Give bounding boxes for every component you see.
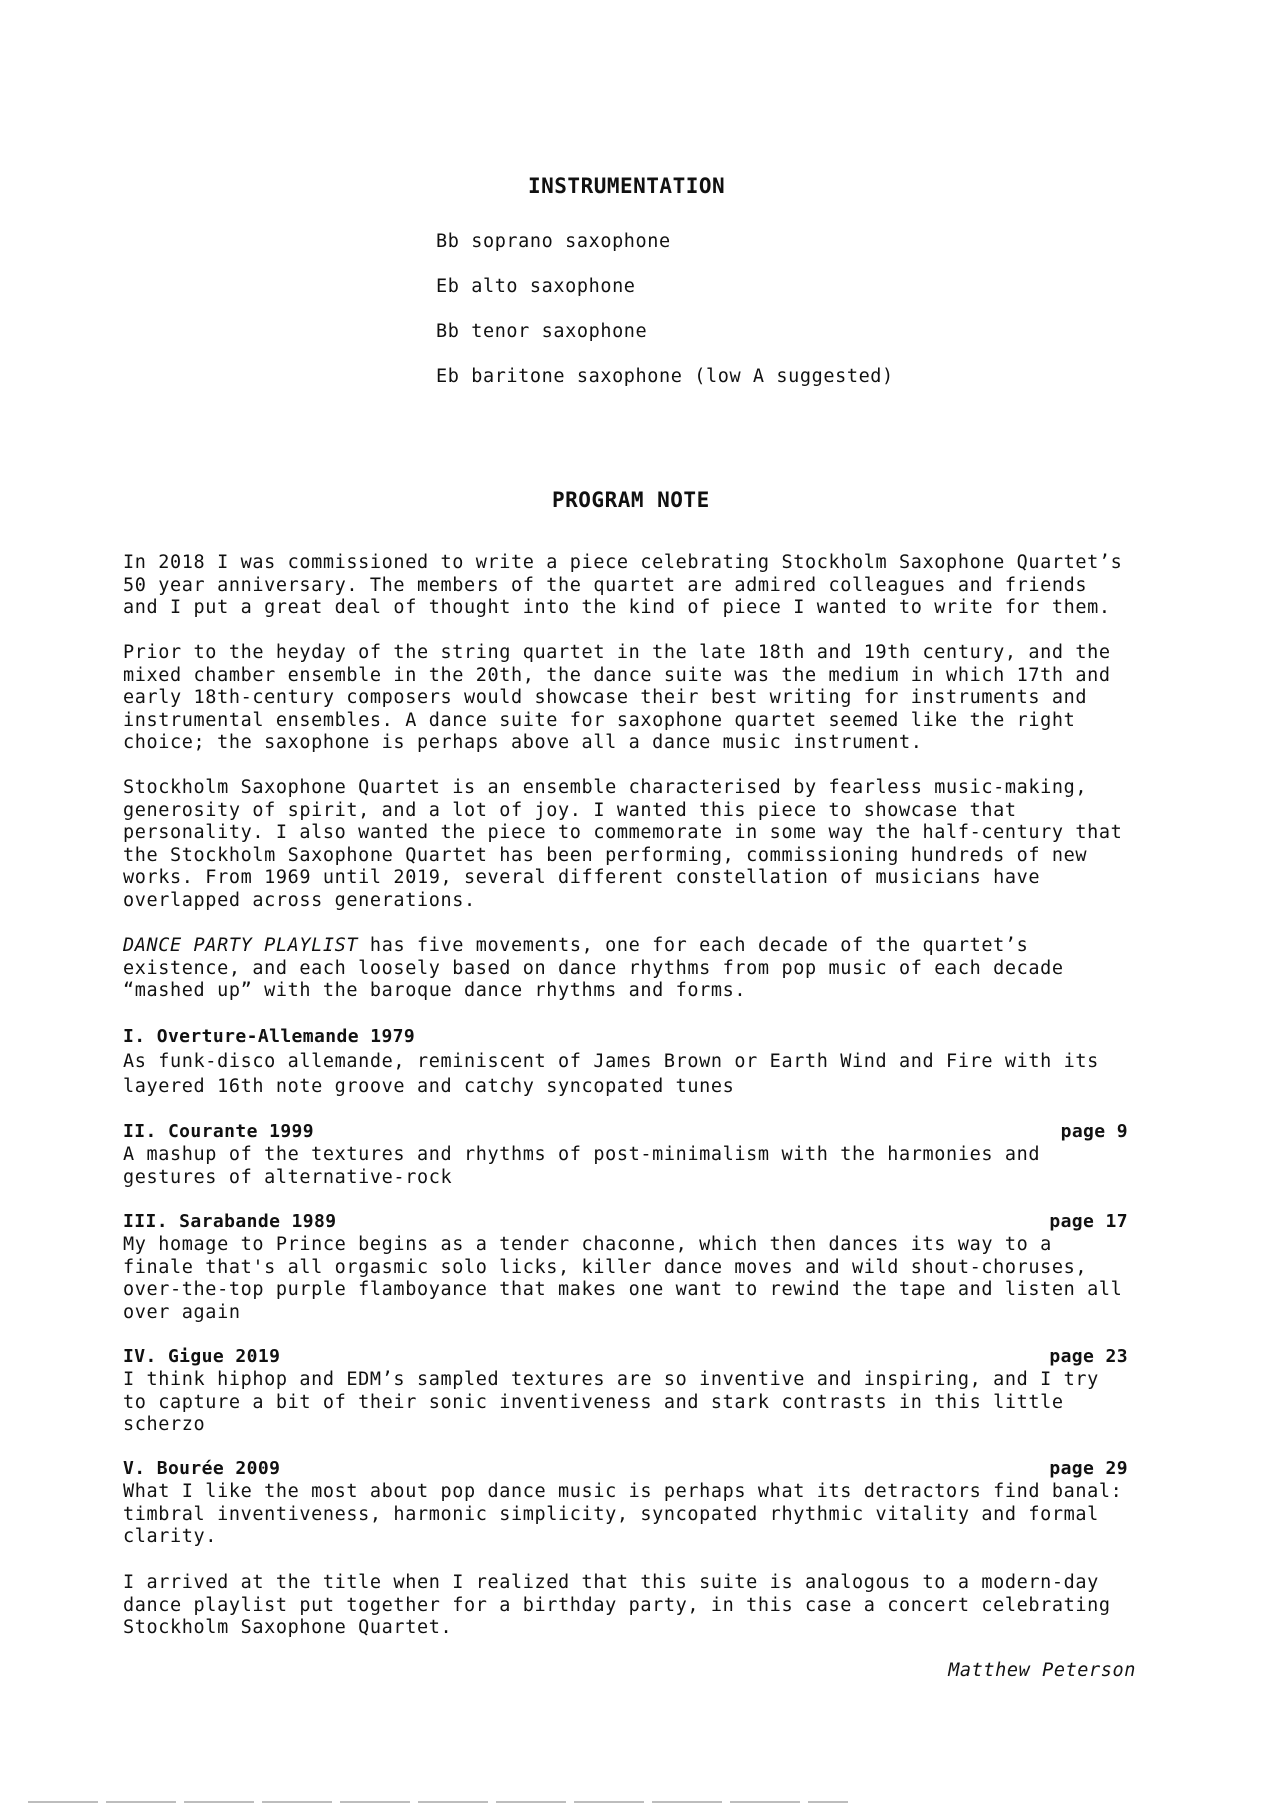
program-note-heading: PROGRAM NOTE xyxy=(552,488,710,512)
movement-header xyxy=(123,1025,1128,1049)
piece-title: DANCE PARTY PLAYLIST xyxy=(123,935,359,956)
movement-header xyxy=(123,1457,1128,1481)
program-note-paragraph: Prior to the heyday of the string quartet in the late 18th and 19th century, and the mixed chamber ensemble in the 20th, the dance suite was the medium in which 17th and early 18th-century composers would showcase their best writing for instruments and instrumental ensembles. A dance suite for saxophone quartet seemed like the right choice; the saxophone is perhaps above all a dance music instrument. xyxy=(123,642,1111,754)
closing-paragraph: I arrived at the title when I realized that this suite is analogous to a modern-day dance playlist put together for a birthday party, in this case a concert celebrating Stockholm Saxophone Quartet. xyxy=(123,1572,1111,1639)
movement-title: I. Overture-Allemande 1979 xyxy=(123,1026,416,1047)
author-signature: Matthew Peterson xyxy=(948,1660,1136,1681)
paragraph-text: has five movements, one for each decade of the quartet’s existence, and each loosely based on dance rhythms from pop music of each decade “mashed up” with the baroque dance rhythms and forms. xyxy=(123,935,1064,1002)
movement-page: page 9 xyxy=(1060,1121,1128,1142)
movement-description: As funk-disco allemande, reminiscent of James Brown or Earth Wind and Fire with its layered 16th note groove and catchy syncopated tunes xyxy=(123,1051,1099,1097)
movement-description: My homage to Prince begins as a tender chaconne, which then dances its way to a finale that's all orgasmic solo licks, killer dance moves and wild shout-choruses, over-the-top purple flamboyance that makes one want to rewind the tape and listen all over again xyxy=(123,1234,1123,1323)
movement-page: page 17 xyxy=(1049,1211,1128,1232)
movement-title: II. Courante 1999 xyxy=(123,1121,315,1142)
movement-title: IV. Gigue 2019 xyxy=(123,1346,281,1367)
program-note-paragraph: Stockholm Saxophone Quartet is an ensemble characterised by fearless music-making, generosity of spirit, and a lot of joy. I wanted this piece to showcase that personality. I also wanted the piece to commemorate in some way the half-century that the Stockholm Saxophone Quartet has been performing, commissioning hundreds of new works. From 1969 until 2019, several different constellation of musicians have overlapped across generations. xyxy=(123,777,1123,911)
movement-title: V. Bourée 2009 xyxy=(123,1458,281,1479)
movement-entry xyxy=(123,1345,1128,1437)
movement-entry xyxy=(123,1457,1128,1549)
movement-page: page 23 xyxy=(1049,1346,1128,1367)
program-note-paragraph: In 2018 I was commissioned to write a piece celebrating Stockholm Saxophone Quartet’s 50 year anniversary. The members of the quartet are admired colleagues and friends and I put a great deal of thought into the kind of piece I wanted to write for them. xyxy=(123,552,1123,619)
movement-header xyxy=(123,1345,1128,1369)
instrument-item: Eb alto saxophone xyxy=(436,276,636,297)
instrument-item: Bb tenor saxophone xyxy=(436,321,648,342)
instrument-item: Bb soprano saxophone xyxy=(436,231,671,252)
movement-description: A mashup of the textures and rhythms of post-minimalism with the harmonies and gestures of alternative-rock xyxy=(123,1144,1041,1188)
program-note-paragraph xyxy=(123,935,1143,1003)
instrument-item: Eb baritone saxophone (low A suggested) xyxy=(436,366,894,387)
movement-entry xyxy=(123,1120,1128,1189)
movement-description: What I like the most about pop dance music is perhaps what its detractors find banal: timbral inventiveness, harmonic simplicity, syncopated rhythmic vitality and formal clarity. xyxy=(123,1481,1123,1548)
instrument-list xyxy=(436,228,894,408)
movement-page: page 29 xyxy=(1049,1458,1128,1479)
bottom-divider xyxy=(28,1801,848,1803)
movement-header xyxy=(123,1120,1128,1144)
movement-entry xyxy=(123,1025,1128,1099)
movement-entry xyxy=(123,1210,1128,1324)
movement-title: III. Sarabande 1989 xyxy=(123,1211,337,1232)
instrumentation-heading: INSTRUMENTATION xyxy=(528,174,726,198)
movement-description: I think hiphop and EDM’s sampled textures are so inventive and inspiring, and I try to capture a bit of their sonic inventiveness and stark contrasts in this little scherzo xyxy=(123,1369,1099,1436)
movement-header xyxy=(123,1210,1128,1234)
